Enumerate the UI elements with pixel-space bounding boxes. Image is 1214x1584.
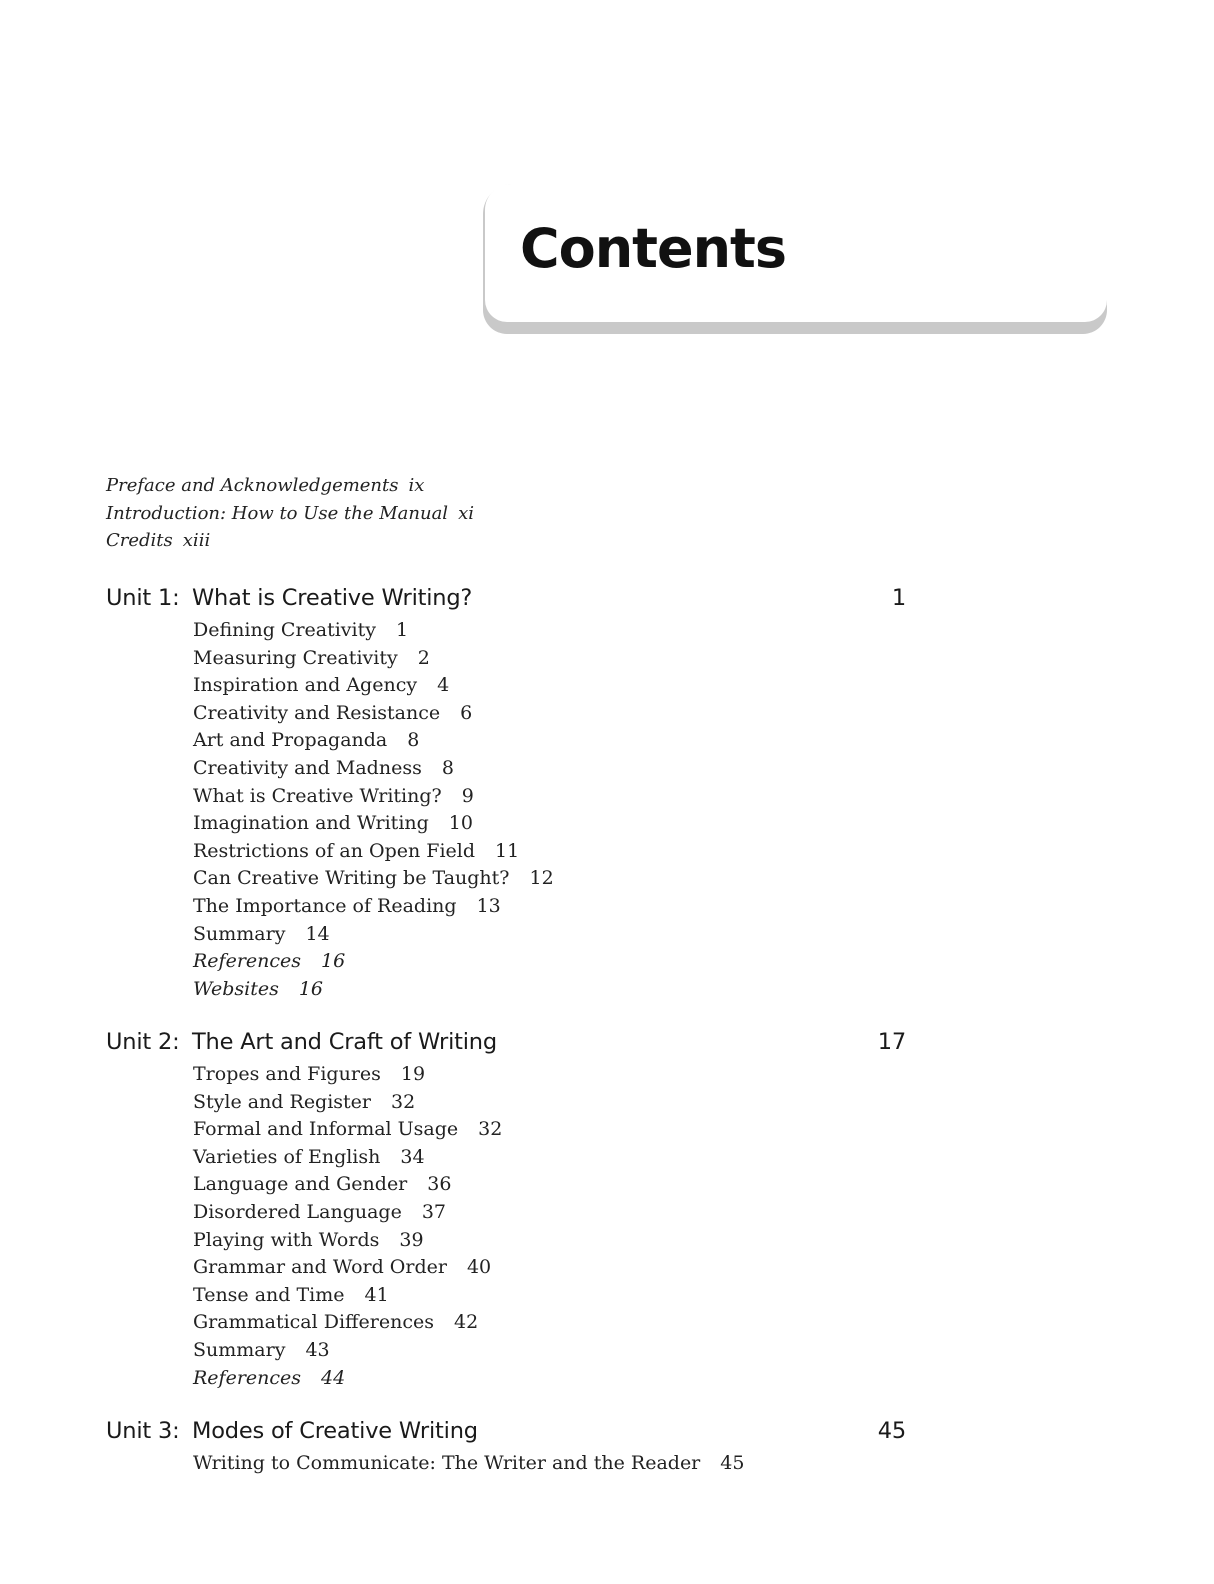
entry-label: Summary: [193, 922, 286, 945]
entry-page: 39: [399, 1228, 424, 1251]
toc-entry[interactable]: [193, 1061, 906, 1089]
unit-entries: [193, 1061, 906, 1392]
unit-label: Unit 3:: [106, 1418, 180, 1444]
unit-page: 1: [891, 585, 906, 611]
unit-title: The Art and Craft of Writing: [192, 1029, 497, 1055]
front-matter-item[interactable]: [106, 472, 474, 500]
entry-label: Tense and Time: [193, 1283, 345, 1306]
entry-label: Defining Creativity: [193, 619, 376, 641]
entry-label: Creativity and Madness: [193, 756, 422, 779]
entry-label: References: [193, 950, 302, 973]
toc-entry[interactable]: [193, 1450, 906, 1478]
entry-label: Imagination and Writing: [193, 812, 429, 835]
page-title: Contents: [520, 217, 787, 280]
toc-entry[interactable]: [193, 1309, 906, 1337]
toc-entry[interactable]: [193, 617, 906, 645]
entry-page: 8: [441, 756, 454, 779]
entry-label: Inspiration and Agency: [193, 674, 418, 697]
entry-page: 36: [427, 1173, 452, 1196]
unit-1-section: [106, 585, 906, 1003]
unit-title: Modes of Creative Writing: [192, 1418, 478, 1444]
unit-title: What is Creative Writing?: [192, 585, 473, 611]
entry-page: 37: [421, 1200, 447, 1223]
entry-page: 10: [448, 812, 473, 835]
entry-page: 40: [466, 1256, 492, 1279]
toc-entry[interactable]: [193, 921, 906, 949]
entry-label: What is Creative Writing?: [193, 784, 442, 807]
toc-entry[interactable]: [193, 645, 906, 673]
front-matter-item[interactable]: [106, 500, 474, 528]
unit-entries: [193, 617, 906, 1003]
toc-entry[interactable]: [193, 672, 906, 700]
toc-entry[interactable]: [193, 893, 906, 921]
toc-entry[interactable]: [193, 810, 906, 838]
unit-2-section: [106, 1029, 906, 1392]
unit-heading[interactable]: [106, 1029, 906, 1061]
unit-heading[interactable]: [106, 585, 906, 617]
entry-page: 45: [720, 1452, 745, 1474]
entry-label: Disordered Language: [193, 1200, 402, 1223]
unit-page: 45: [877, 1418, 906, 1444]
entry-page: 16: [298, 977, 324, 1000]
entry-page: xiii: [182, 530, 211, 551]
entry-label: The Importance of Reading: [193, 894, 457, 917]
toc-entry[interactable]: [193, 1365, 906, 1393]
entry-page: 42: [454, 1311, 479, 1334]
toc-entry[interactable]: [193, 1116, 906, 1144]
unit-label: Unit 2:: [106, 1029, 180, 1055]
toc-entry[interactable]: [193, 838, 906, 866]
entry-page: 1: [396, 619, 409, 641]
entry-page: 32: [478, 1118, 503, 1141]
entry-label: Writing to Communicate: The Writer and the Reader: [193, 1452, 701, 1474]
toc-entry[interactable]: [193, 948, 906, 976]
entry-label: Measuring Creativity: [193, 646, 398, 669]
entry-label: Playing with Words: [193, 1228, 380, 1251]
entry-label: Creativity and Resistance: [193, 701, 441, 724]
entry-label: Preface and Acknowledgements: [106, 475, 399, 496]
entry-page: 11: [495, 839, 520, 862]
front-matter-list: [106, 472, 474, 555]
toc-entry[interactable]: [193, 1171, 906, 1199]
entry-label: Grammar and Word Order: [193, 1256, 447, 1279]
entry-label: Art and Propaganda: [193, 729, 388, 752]
entry-label: Summary: [193, 1338, 286, 1361]
entry-page: xi: [458, 502, 474, 524]
unit-page: 17: [877, 1029, 906, 1055]
unit-heading[interactable]: [106, 1418, 906, 1450]
entry-label: Can Creative Writing be Taught?: [193, 867, 510, 890]
entry-page: ix: [408, 475, 425, 496]
entry-label: Grammatical Differences: [193, 1311, 434, 1334]
toc-entry[interactable]: [193, 1227, 906, 1255]
entry-page: 2: [417, 646, 430, 669]
unit-label: Unit 1:: [106, 585, 180, 611]
toc-entry[interactable]: [193, 1337, 906, 1365]
entry-page: 32: [391, 1090, 416, 1113]
entry-page: 13: [476, 894, 501, 917]
toc-entry[interactable]: [193, 865, 906, 893]
entry-label: Websites: [193, 977, 279, 1000]
entry-page: 9: [461, 784, 474, 807]
front-matter-item[interactable]: [106, 527, 474, 555]
entry-page: 19: [400, 1063, 426, 1085]
entry-page: 14: [305, 922, 330, 945]
entry-label: Style and Register: [193, 1090, 372, 1113]
unit-entries: [193, 1450, 906, 1478]
toc-entry[interactable]: [193, 1144, 906, 1172]
entry-page: 8: [407, 729, 420, 752]
toc-entry[interactable]: [193, 976, 906, 1004]
entry-label: Language and Gender: [193, 1173, 408, 1196]
entry-page: 34: [400, 1145, 425, 1168]
entry-page: 16: [321, 950, 346, 973]
entry-page: 12: [529, 867, 554, 890]
unit-3-section: [106, 1418, 906, 1478]
entry-label: Tropes and Figures: [193, 1063, 381, 1085]
toc-entry[interactable]: [193, 727, 906, 755]
entry-page: 41: [364, 1283, 389, 1306]
entry-label: Restrictions of an Open Field: [193, 839, 476, 862]
entry-page: 4: [437, 674, 450, 697]
toc-entry[interactable]: [193, 1282, 906, 1310]
entry-label: Formal and Informal Usage: [193, 1118, 459, 1141]
entry-label: References: [193, 1366, 302, 1389]
entry-page: 43: [305, 1338, 330, 1361]
toc-entry[interactable]: [193, 783, 906, 811]
toc-entry[interactable]: [193, 1089, 906, 1117]
toc-entry[interactable]: [193, 755, 906, 783]
entry-label: Varieties of English: [193, 1145, 381, 1168]
toc-entry[interactable]: [193, 1199, 906, 1227]
entry-label: Introduction: How to Use the Manual: [106, 502, 449, 524]
toc-entry[interactable]: [193, 1254, 906, 1282]
entry-page: 44: [321, 1366, 346, 1389]
entry-label: Credits: [106, 530, 173, 551]
entry-page: 6: [460, 701, 473, 724]
toc-entry[interactable]: [193, 700, 906, 728]
